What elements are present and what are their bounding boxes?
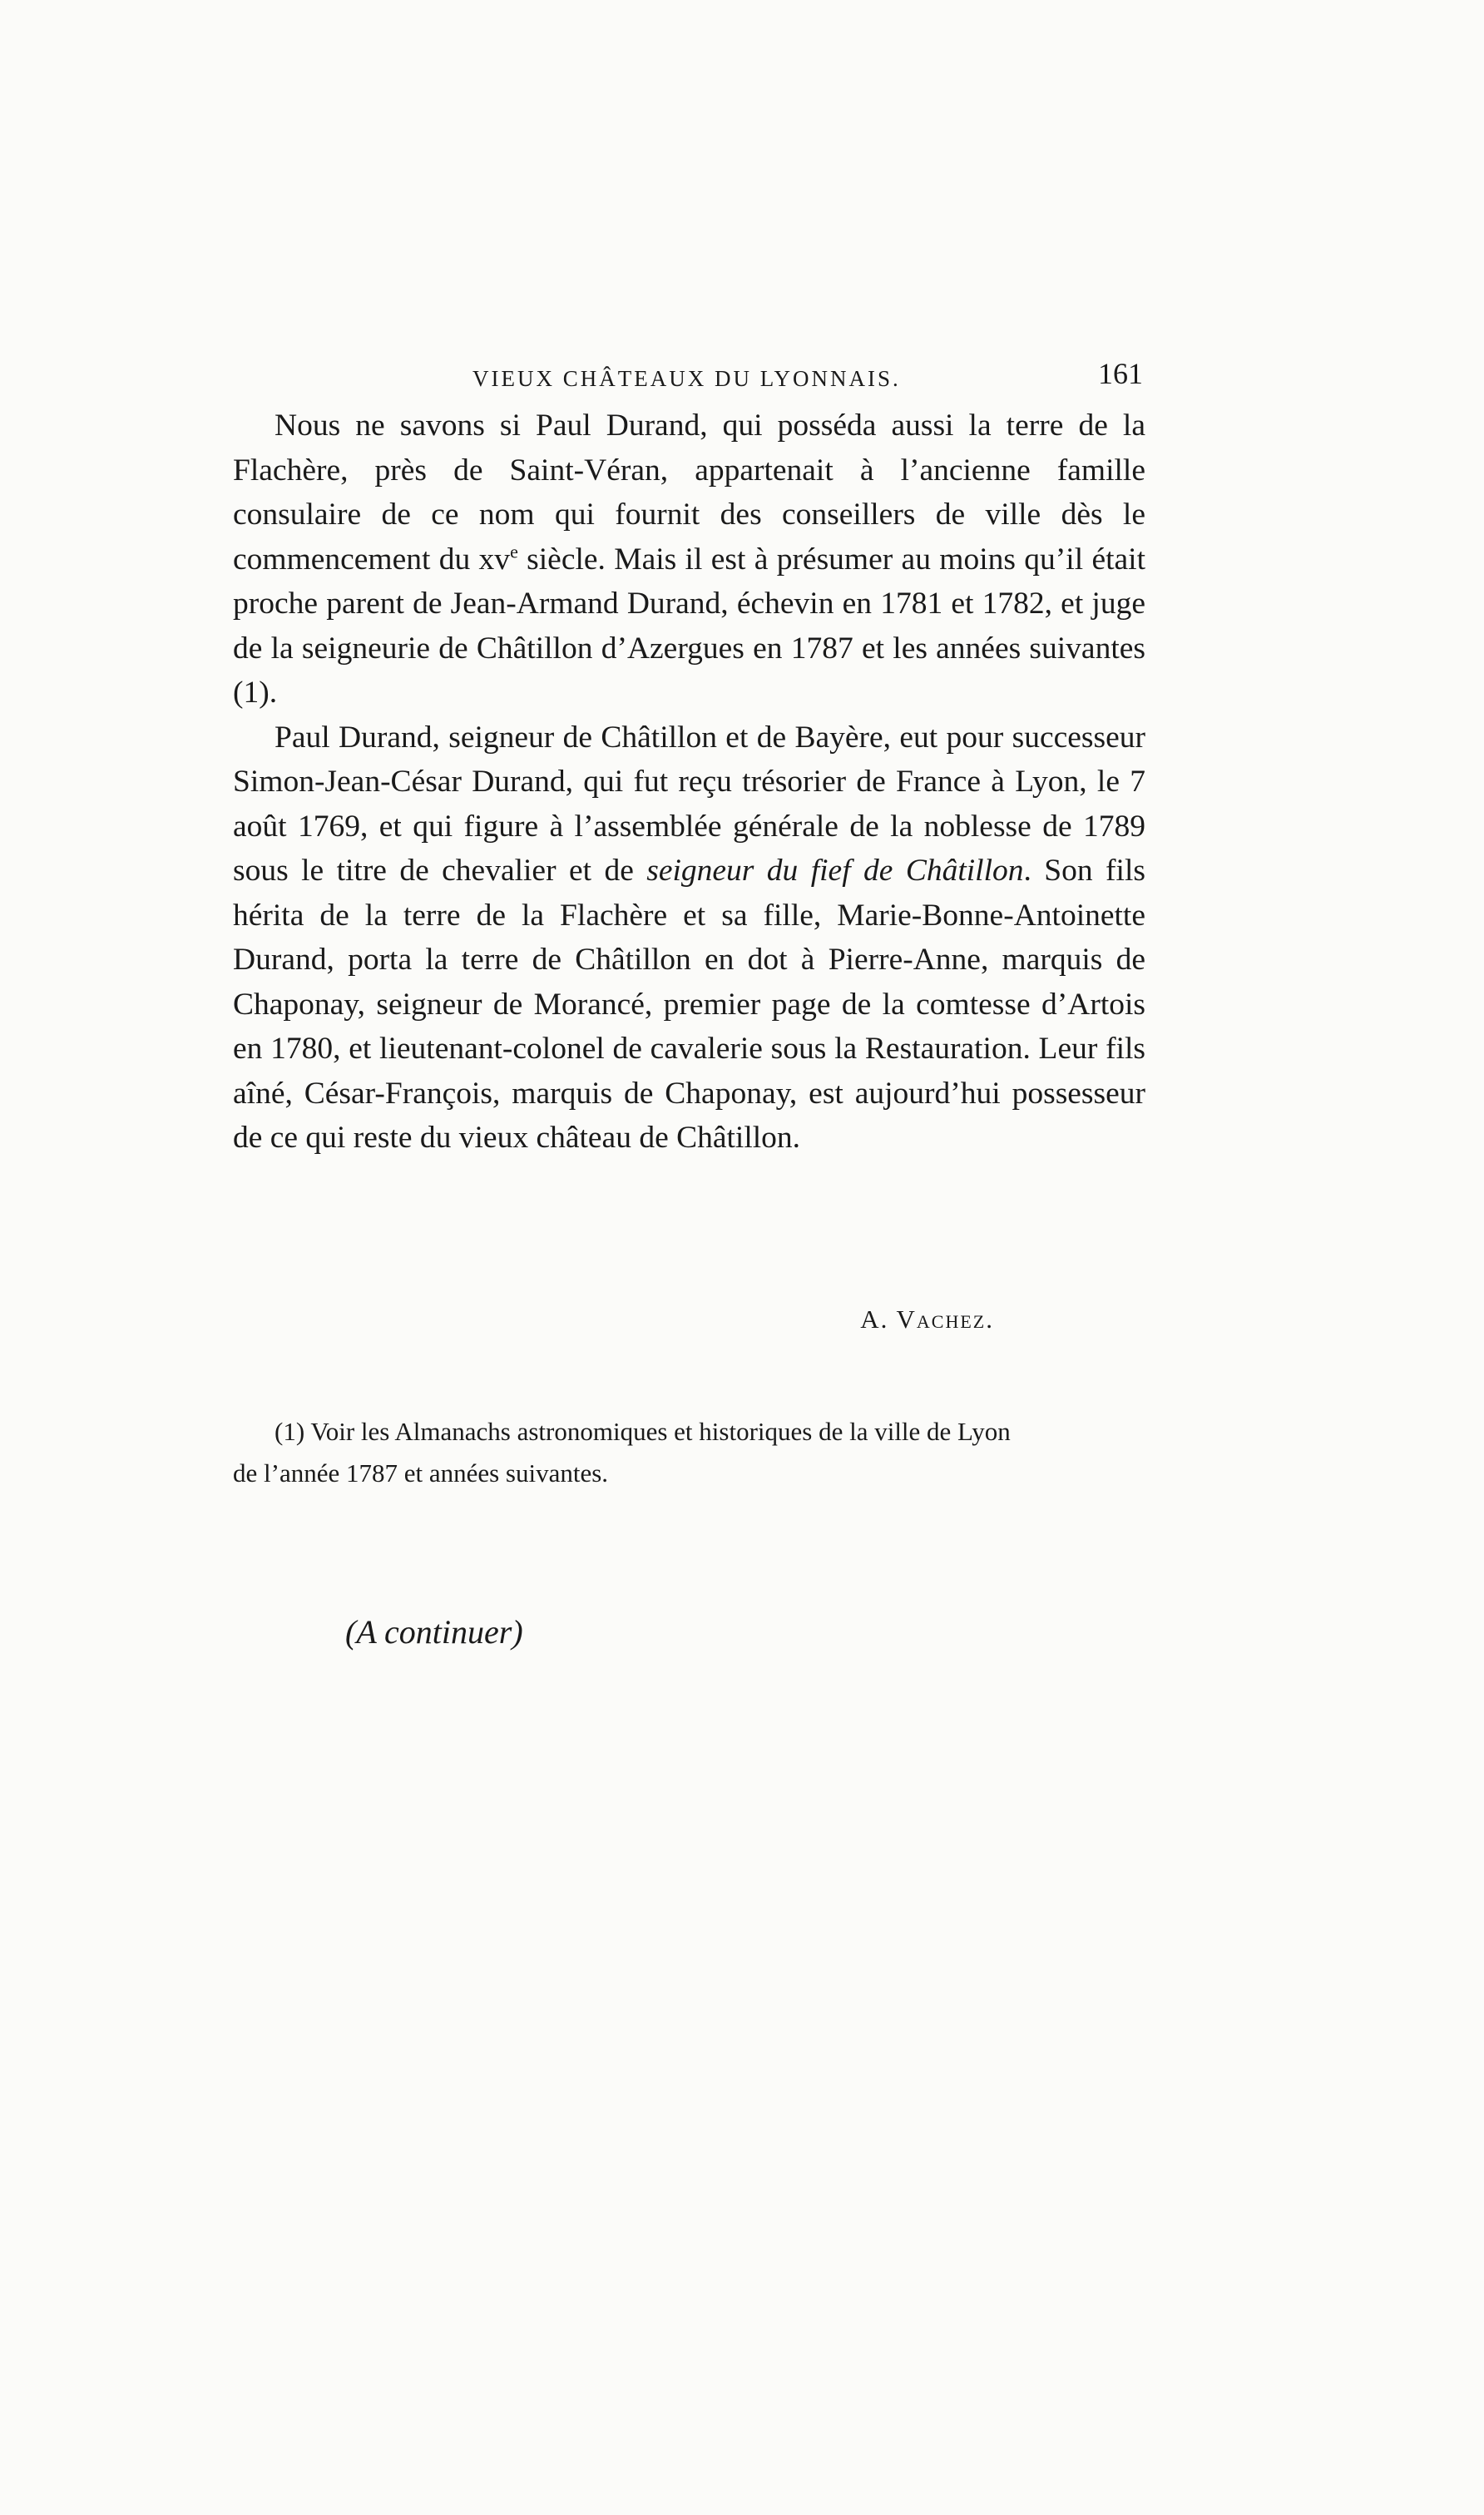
superscript: e [510,541,518,562]
author-signature: A. Vachez. [860,1305,994,1334]
body-text [233,403,1145,1161]
footnote-line-2: de l’année 1787 et années suivantes. [233,1458,609,1488]
page-number: 161 [1098,357,1143,390]
text-segment: Paul Durand, seigneur de Châtillon et de Bayère, eut pour successeur Simon-Jean-César Durand, qui fut reçu trésorier de France à Lyon, le 7 août 1769, et qui figure à l’assemblée générale de la noblesse de 1789 sous le titre de chevalier et de [233,720,1145,888]
continuation-note: (A continuer) [345,1613,523,1651]
text-segment: . Son fils hérita de la terre de la Flachère et sa fille, Marie-Bonne-Antoinette Durand, porta la terre de Châtillon en dot à Pierre-Anne, marquis de Chaponay, seigneur de Morancé, premier page de la comtesse d’Artois en 1780, et lieutenant-colonel de cavalerie sous la Restauration. Leur fils aîné, César-François, marquis de Chaponay, est aujourd’hui possesseur de ce qui reste du vieux château de Châtillon. [233,854,1145,1155]
running-title: VIEUX CHÂTEAUX DU LYONNAIS. [472,366,901,391]
text-segment: Nous ne savons si Paul Durand, qui posséda aussi la terre de la Flachère, près de Saint-Véran, appartenait à l’ancienne famille consulaire de ce nom qui fournit des conseillers de ville dès le commencement du xv [233,408,1145,577]
text-segment: siècle. Mais il est à présumer au moins qu’il était proche parent de Jean-Armand Durand, échevin en 1781 et 1782, et juge de la seigneurie de Châtillon d’Azergues en 1787 et les années suivantes (1). [233,542,1145,710]
page-header [233,356,1148,406]
paragraph [233,403,1145,715]
italic-text: seigneur du fief de Châtillon [646,854,1024,888]
footnote [233,1411,1145,1494]
paragraph [233,715,1145,1161]
footnote-line-1: (1) Voir les Almanachs astronomiques et historiques de la ville de Lyon [275,1417,1011,1446]
